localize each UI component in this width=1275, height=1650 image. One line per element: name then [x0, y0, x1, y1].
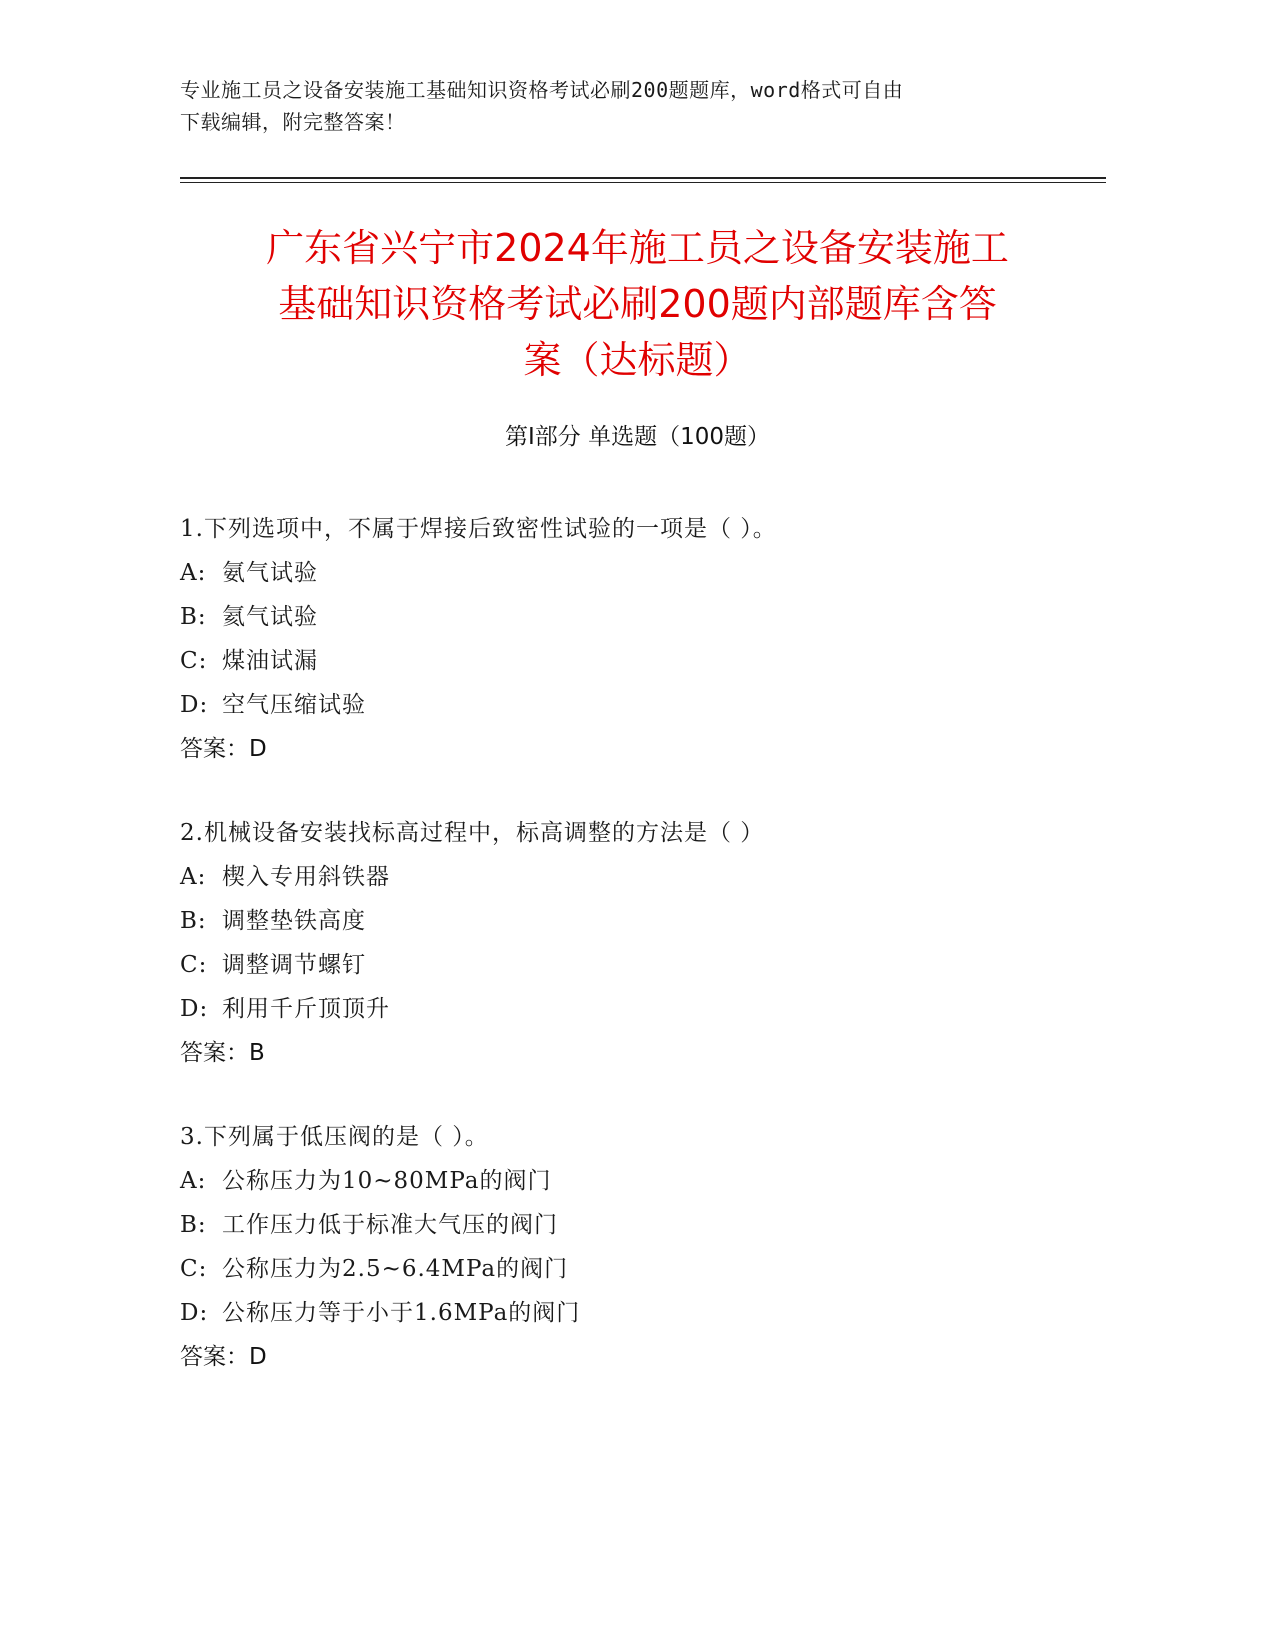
option-text: 公称压力等于小于1.6MPa的阀门 — [222, 1300, 581, 1326]
option-key: D: — [180, 996, 209, 1022]
option-key: D: — [180, 1300, 209, 1326]
header-note — [180, 74, 1040, 138]
option-text: 工作压力低于标准大气压的阀门 — [222, 1212, 558, 1238]
document-title — [150, 220, 1125, 388]
option-c — [180, 1247, 1140, 1291]
header-note-line: 下载编辑，附完整答案！ — [180, 110, 406, 134]
question-answer: 答案：D — [180, 1344, 267, 1370]
option-text: 氨气试验 — [222, 560, 318, 586]
option-a — [180, 551, 1140, 595]
question-answer: 答案：B — [180, 1040, 265, 1066]
option-text: 公称压力为10~80MPa的阀门 — [222, 1168, 552, 1194]
title-line: 基础知识资格考试必刷200题内部题库含答 — [278, 282, 997, 326]
option-text: 调整垫铁高度 — [222, 908, 366, 934]
header-divider-thick — [180, 177, 1106, 179]
title-line: 广东省兴宁市2024年施工员之设备安装施工 — [266, 226, 1009, 270]
question-item — [180, 1115, 1140, 1379]
option-key: C: — [180, 952, 208, 978]
option-c — [180, 943, 1140, 987]
header-note-line: 专业施工员之设备安装施工基础知识资格考试必刷200题题库，word格式可自由 — [180, 78, 904, 102]
option-a — [180, 1159, 1140, 1203]
option-key: C: — [180, 1256, 208, 1282]
question-list — [180, 507, 1140, 1419]
option-c — [180, 639, 1140, 683]
option-text: 利用千斤顶顶升 — [222, 996, 390, 1022]
question-stem: 1.下列选项中，不属于焊接后致密性试验的一项是（ ）。 — [180, 516, 777, 542]
option-text: 氦气试验 — [222, 604, 318, 630]
option-d — [180, 1291, 1140, 1335]
option-text: 空气压缩试验 — [222, 692, 366, 718]
option-text: 调整调节螺钉 — [222, 952, 366, 978]
title-line: 案（达标题） — [523, 338, 752, 382]
option-key: C: — [180, 648, 208, 674]
section-title: 第Ⅰ部分 单选题（100题） — [505, 424, 770, 450]
option-a — [180, 855, 1140, 899]
option-key: A: — [180, 1168, 207, 1194]
option-key: A: — [180, 864, 207, 890]
option-text: 煤油试漏 — [222, 648, 318, 674]
option-key: B: — [180, 908, 207, 934]
question-item — [180, 507, 1140, 771]
header-divider-thin — [180, 182, 1106, 183]
option-text: 公称压力为2.5~6.4MPa的阀门 — [222, 1256, 569, 1282]
question-answer: 答案：D — [180, 736, 267, 762]
option-b — [180, 595, 1140, 639]
question-stem: 3.下列属于低压阀的是（ ）。 — [180, 1124, 489, 1150]
option-key: D: — [180, 692, 209, 718]
option-d — [180, 683, 1140, 727]
question-stem: 2.机械设备安装找标高过程中，标高调整的方法是（ ） — [180, 820, 765, 846]
option-b — [180, 899, 1140, 943]
option-key: B: — [180, 604, 207, 630]
option-key: B: — [180, 1212, 207, 1238]
option-text: 楔入专用斜铁器 — [222, 864, 390, 890]
option-key: A: — [180, 560, 207, 586]
question-item — [180, 811, 1140, 1075]
option-d — [180, 987, 1140, 1031]
option-b — [180, 1203, 1140, 1247]
